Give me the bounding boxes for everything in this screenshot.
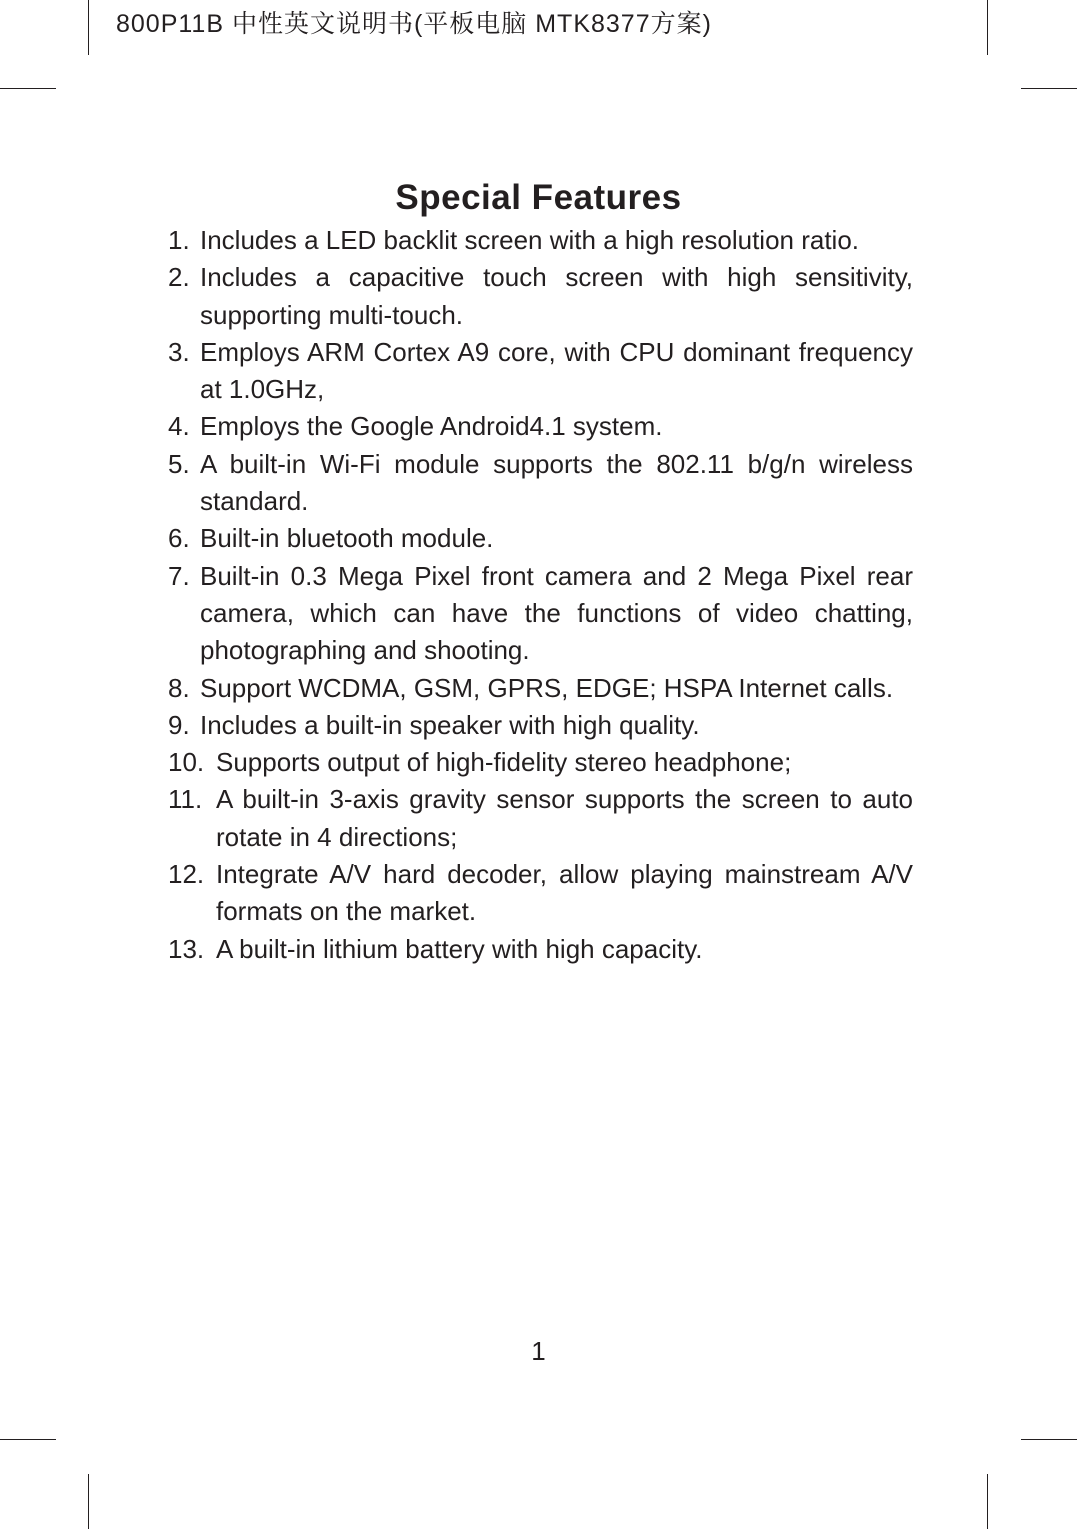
feature-text: Support WCDMA, GSM, GPRS, EDGE; HSPA Internet calls. — [200, 672, 894, 703]
feature-number: 3. — [168, 336, 190, 367]
feature-number: 4. — [168, 411, 190, 442]
feature-text: A built-in lithium battery with high capacity. — [216, 933, 703, 964]
page-title: Special Features — [395, 178, 682, 217]
feature-text: A built-in 3-axis gravity sensor supports the screen to auto rotate in 4 directions; — [216, 784, 913, 852]
feature-text: Includes a capacitive touch screen with high sensitivity, supporting multi-touch. — [200, 262, 913, 330]
feature-item — [168, 856, 913, 931]
feature-number: 7. — [168, 560, 190, 591]
feature-number: 13. — [168, 933, 205, 964]
feature-number: 5. — [168, 448, 190, 479]
crop-mark-top-right-horizontal — [1021, 88, 1077, 89]
feature-text: Includes a built-in speaker with high quality. — [200, 709, 700, 740]
feature-text: Includes a LED backlit screen with a high resolution ratio. — [200, 225, 860, 255]
feature-text: Employs the Google Android4.1 system. — [200, 411, 663, 442]
crop-mark-top-left-vertical — [88, 0, 89, 55]
feature-text: Employs ARM Cortex A9 core, with CPU dominant frequency at 1.0GHz, — [200, 336, 913, 405]
feature-number: 10. — [168, 747, 205, 778]
feature-item — [168, 446, 913, 521]
feature-number: 6. — [168, 523, 190, 554]
crop-mark-top-left-horizontal — [0, 88, 56, 89]
feature-text: A built-in Wi-Fi module supports the 802.11 b/g/n wireless standard. — [200, 448, 913, 517]
feature-list — [168, 222, 913, 968]
feature-text: Built-in 0.3 Mega Pixel front camera and 2 Mega Pixel rear camera, which can have the functions of video chatting, photographing and shooting. — [200, 560, 913, 666]
crop-mark-top-right-vertical — [987, 0, 988, 55]
feature-item — [168, 222, 913, 259]
feature-number: 11. — [168, 784, 203, 815]
page-number: 1 — [531, 1336, 546, 1366]
crop-mark-bottom-left-horizontal — [0, 1439, 56, 1440]
feature-item — [168, 558, 913, 670]
feature-number: 1. — [168, 225, 190, 255]
feature-number: 9. — [168, 709, 190, 740]
header-label: 800P11B 中性英文说明书(平板电脑 MTK8377方案) — [116, 10, 712, 38]
feature-item — [168, 707, 913, 744]
feature-item — [168, 744, 913, 781]
feature-text: Supports output of high-fidelity stereo headphone; — [216, 747, 792, 778]
feature-text: Integrate A/V hard decoder, allow playing mainstream A/V formats on the market. — [216, 859, 913, 927]
feature-item — [168, 931, 913, 968]
feature-number: 8. — [168, 672, 190, 703]
feature-item — [168, 670, 913, 707]
feature-number: 2. — [168, 262, 190, 293]
feature-item — [168, 520, 913, 557]
crop-mark-bottom-left-vertical — [88, 1474, 89, 1529]
feature-item — [168, 408, 913, 445]
feature-item — [168, 259, 913, 334]
feature-item — [168, 781, 913, 856]
feature-text: Built-in bluetooth module. — [200, 523, 494, 554]
feature-item — [168, 334, 913, 409]
crop-mark-bottom-right-horizontal — [1021, 1439, 1077, 1440]
crop-mark-bottom-right-vertical — [987, 1474, 988, 1529]
feature-number: 12. — [168, 859, 205, 890]
